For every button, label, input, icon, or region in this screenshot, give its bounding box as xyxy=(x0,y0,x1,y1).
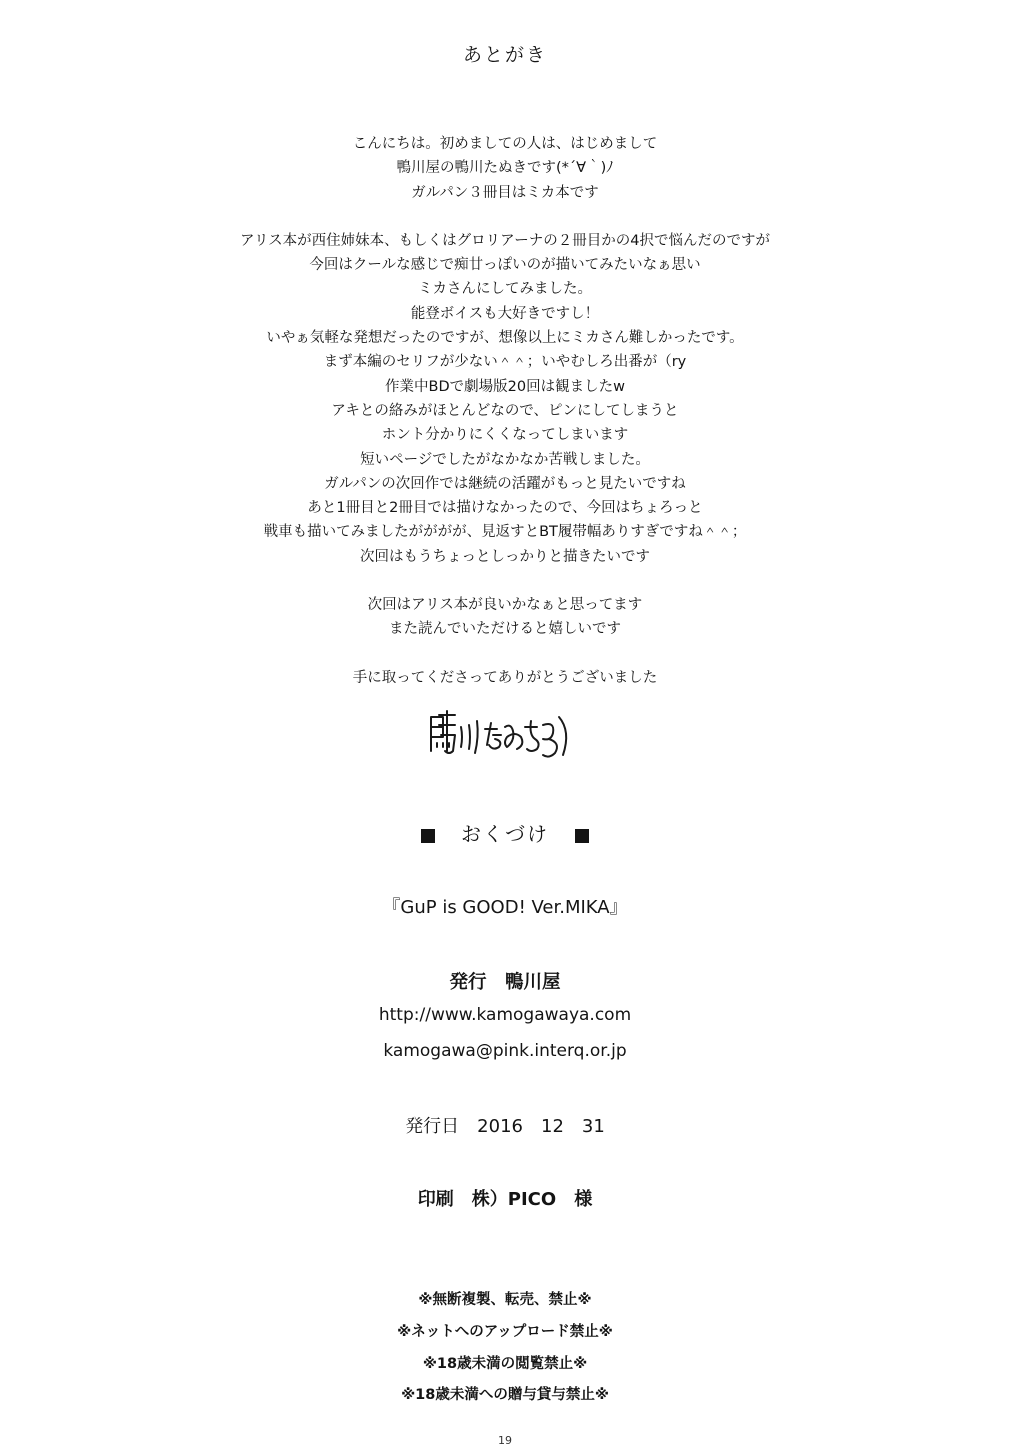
square-bullet-icon xyxy=(575,829,589,843)
notice-line: ※18歳未満の閲覧禁止※ xyxy=(422,1356,588,1372)
afterword-text xyxy=(0,132,1010,690)
square-bullet-icon xyxy=(421,829,435,843)
notice-line: ※無断複製、転売、禁止※ xyxy=(418,1292,592,1308)
afterword-line: 作業中BDで劇場版20回は観ましたw xyxy=(385,378,625,395)
afterword-line: ガルパンの次回作では継続の活躍がもっと見たいですね xyxy=(324,475,686,492)
page-number: 19 xyxy=(498,1434,512,1447)
website-url: http://www.kamogawaya.com xyxy=(378,1005,632,1025)
afterword-line: 能登ボイスも大好きですし！ xyxy=(410,305,600,322)
afterword-line: ガルパン３冊目はミカ本です xyxy=(411,184,599,201)
afterword-line: 次回はもうちょっとしっかりと描きたいです xyxy=(360,548,650,565)
afterword-line: 手に取ってくださってありがとうございました xyxy=(352,669,658,686)
afterword-line: 今回はクールな感じで痴廿っぽいのが描いてみたいなぁ思い xyxy=(309,257,701,274)
author-signature xyxy=(425,707,575,763)
notice-line: ※18歳未満への贈与貸与禁止※ xyxy=(401,1387,609,1403)
notice-line: ※ネットへのアップロード禁止※ xyxy=(397,1324,613,1340)
printer: 印刷 株）PICO 様 xyxy=(417,1189,593,1210)
afterword-line: あと1冊目と2冊目では描けなかったので、今回はちょろっと xyxy=(307,500,703,517)
publisher: 発行 鴨川屋 xyxy=(449,972,561,993)
afterword-line: 鴨川屋の鴨川たぬきです(*´∀｀)ﾉ xyxy=(396,160,614,177)
afterword-line: アキとの絡みがほとんどなので、ピンにしてしまうと xyxy=(331,402,679,419)
page-title: あとがき xyxy=(462,44,547,66)
afterword-line: 戦車も描いてみましたがががが、見返すとBT履帯幅ありすぎですね＾＾； xyxy=(263,524,747,541)
publication-date: 発行日 2016 12 31 xyxy=(405,1116,605,1137)
afterword-line: こんにちは。初めましての人は、はじめまして xyxy=(352,136,658,152)
afterword-line: また読んでいただけると嬉しいです xyxy=(389,621,621,638)
afterword-line: 短いページでしたがなかなか苦戦しました。 xyxy=(360,451,650,468)
colophon-heading xyxy=(0,818,1010,847)
afterword-line: いやぁ気軽な発想だったのですが、想像以上にミカさん難しかったです。 xyxy=(266,330,744,347)
afterword-line: ホント分かりにくくなってしまいます xyxy=(381,427,629,444)
book-title: 『GuP is GOOD! Ver.MIKA』 xyxy=(382,897,628,918)
contact-email: kamogawa@pink.interq.or.jp xyxy=(383,1041,627,1061)
colophon-heading-label: おくづけ xyxy=(461,822,549,846)
afterword-line: 次回はアリス本が良いかなぁと思ってます xyxy=(367,597,643,614)
afterword-line: アリス本が西住姉妹本、もしくはグロリアーナの２冊目かの4択で悩んだのですが xyxy=(240,232,770,249)
afterword-line: まず本編のセリフが少ない＾＾；いやむしろ出番が（ry xyxy=(323,354,687,371)
afterword-line: ミカさんにしてみました。 xyxy=(418,281,592,298)
